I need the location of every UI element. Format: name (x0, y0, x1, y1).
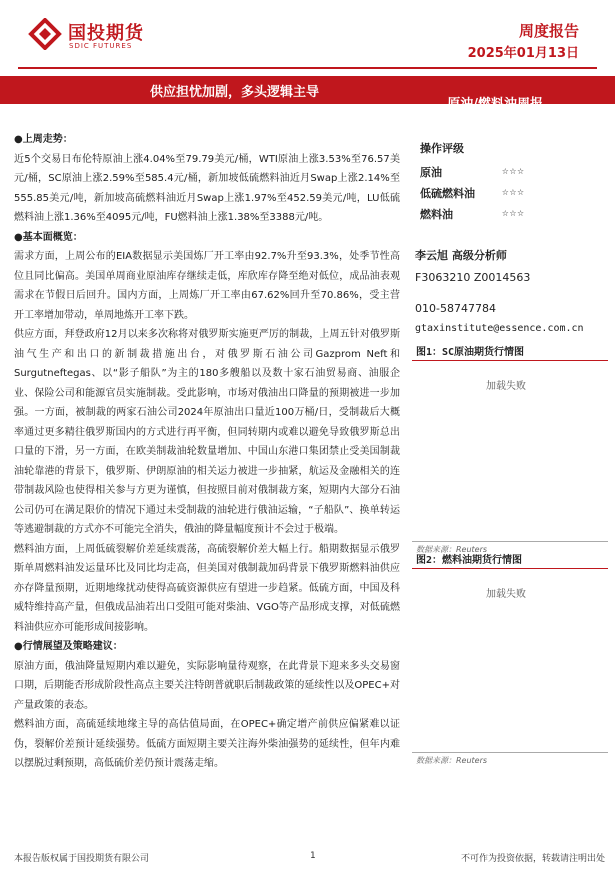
rating-stars: ☆☆☆ (502, 206, 525, 219)
rating-stars: ☆☆☆ (502, 164, 525, 177)
contact-email[interactable]: gtaxinstitute@essence.com.cn (415, 323, 584, 334)
figure-load-failed: 加载失败 (486, 589, 526, 600)
rating-name: 低硫燃料油 (420, 187, 475, 200)
paragraph: 燃料油方面，高硫延续地缘主导的高估值局面，在OPEC+确定增产前供应偏紧难以证伪，裂解价差预计延续强势。低硫方面短期主要关注海外柴油强势的延续性，但年内难以摆脱过剩预期，高低硫价差仍预计震荡走缩。 (14, 719, 400, 769)
paragraph: 原油方面，俄油降量短期内难以避免，实际影响量待观察，在此背景下迎来多头交易窗口期，后期能否形成阶段性高点主要关注特朗普就职后制裁政策的延续性以及OPEC+对产量政策的表态。 (14, 660, 400, 711)
figure-source: 数据来源：Reuters (412, 541, 608, 557)
rating-stars: ☆☆☆ (502, 185, 525, 198)
paragraph: 需求方面，上周公布的EIA数据显示美国炼厂开工率由92.7%升至93.3%，处季节性高位且同比偏高。美国单周商业原油库存继续走低，库欣库存降至绝对低位，成品油表观需求在节假日后回升。国内方面，上周炼厂开工率由67.62%回升至70.86%，受主营开工率增加带动，单周地炼开工率下跌。 (14, 251, 400, 321)
footer-copyright: 本报告版权属于国投期货有限公司 (14, 854, 150, 864)
rating-row-fuel-oil (420, 206, 608, 227)
analyst-name: 李云旭 高级分析师 (415, 249, 507, 262)
figure-image-broken (412, 569, 608, 752)
brand-name: 国投期货 (68, 23, 144, 44)
report-type: 周度报告 (518, 22, 579, 40)
rating-row-crude (420, 164, 608, 185)
report-date: 2025年01月13日 (467, 46, 579, 61)
footer-disclaimer: 不可作为投资依据，转载请注明出处 (460, 854, 605, 864)
company-logo (28, 18, 168, 52)
figure-title: 图2：燃料油期货行情图 (412, 547, 608, 569)
rating-name: 原油 (420, 166, 442, 179)
title-bar (0, 76, 615, 112)
section-heading: ●上周走势： (14, 134, 73, 145)
figure-source: 数据来源：Reuters (412, 752, 608, 768)
section-heading: ●行情展望及策略建议： (14, 641, 123, 652)
report-title: 供应担忧加剧，多头逻辑主导 (150, 85, 320, 100)
logo-mark-icon (28, 18, 62, 50)
figure-1 (412, 339, 608, 557)
figure-title: 图1：SC原油期货行情图 (412, 339, 608, 361)
analyst-cert: F3063210 Z0014563 (415, 271, 531, 284)
header-divider (18, 67, 597, 69)
page-number: 1 (310, 851, 316, 861)
rating-title: 操作评级 (420, 142, 464, 155)
rating-name: 燃料油 (420, 208, 453, 221)
brand-name-en: SDIC FUTURES (69, 42, 133, 50)
main-content (14, 130, 400, 774)
figure-2 (412, 547, 608, 768)
paragraph: 供应方面，拜登政府12月以来多次称将对俄罗斯实施更严厉的制裁，上周五针对俄罗斯油气生产和出口的新制裁措施出台，对俄罗斯石油公司Gazprom Neft和Surgutneftegas、以“影子船队”为主的180多艘船以及数十家石油贸易商、油服企业、保险公司和能源官员实施制裁。受此影响，市场对俄油出口降量的预期被进一步加强。一方面，被制裁的两家石油公司2024年原油出口量近100万桶/日，受制裁后大概率通过更多精往俄罗斯国内的方式进行再平衡，但同转期内或难以避免导致俄罗斯总出口量的下滑，另一方面，在欧美制裁油轮数量增加、中国山东港口集团禁止受美国制裁油轮靠港的背景下，俄罗斯、伊朗原油的相关运力被进一步抽紧，航运及金融相关的连带制裁风险也使得相关参与方更为谨慎，但按照目前对俄制裁方案，短期内大部分石油公司仍可在满足限价的情况下通过未受制裁的油轮进行俄油运输，“子船队”、换单转运等逃避制裁的方式亦不可能完全消失，俄油的降量幅度预计不会过于极端。 (14, 329, 400, 535)
sidebar (412, 140, 608, 334)
contact-phone: 010-58747784 (415, 302, 496, 315)
paragraph: 燃料油方面，上周低硫裂解价差延续震荡，高硫裂解价差大幅上行。船期数据显示俄罗斯单周燃料油发运量环比及同比均走高，但美国对俄制裁加码背景下俄罗斯燃料油供应亦存降量预期，近期地缘扰动使得高硫资源供应有望进一步趋紧。低硫方面，中国及科威特维持高产量，但俄成品油若出口受阻可能对柴油、VGO等产品形成支撑，对低硫燃料油供应亦可能形成间接影响。 (14, 543, 400, 633)
figure-image-broken (412, 361, 608, 541)
report-subtitle: 原油/燃料油周报 (447, 97, 543, 112)
section-heading: ●基本面概览： (14, 231, 83, 243)
rating-row-low-sulfur (420, 185, 608, 206)
figure-load-failed: 加载失败 (486, 381, 526, 392)
paragraph: 近5个交易日布伦特原油上涨4.04%至79.79美元/桶，WTI原油上涨3.53%至76.57美元/桶，SC原油上涨2.59%至585.4元/桶，新加坡低硫燃料油近月Swap上涨2.14%至555.85美元/吨，新加坡高硫燃料油近月Swap上涨1.97%至452.59美元/吨，LU低硫燃料油上涨1.36%至4095元/吨，FU燃料油上涨1.38%至3388元/吨。 (14, 153, 400, 223)
